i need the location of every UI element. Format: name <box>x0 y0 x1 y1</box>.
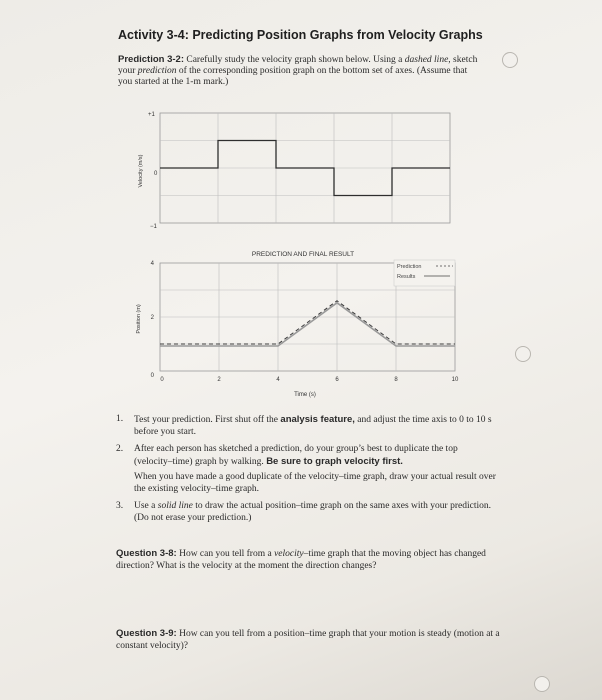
step-italic-part: solid line <box>157 501 193 511</box>
step-text <box>134 414 496 438</box>
step-text-part: Use a <box>134 501 156 511</box>
question-text: –time graph that the moving object has changed direction? What is the velocity at the moment the direction changes? <box>116 549 486 571</box>
question-text: How can you tell from a <box>179 549 272 559</box>
velocity-axis-label: Velocity (m/s) <box>138 154 144 188</box>
position-tick-label: 0 <box>150 373 154 379</box>
prediction-series-line <box>160 301 455 344</box>
results-series-line <box>160 303 455 346</box>
legend-results-label: Results <box>397 274 416 280</box>
time-tick-label: 0 <box>160 377 164 383</box>
position-graph <box>110 243 470 403</box>
step-3 <box>116 501 496 524</box>
step-number: 2. <box>116 444 124 454</box>
velocity-graph <box>110 105 470 235</box>
time-tick-label: 10 <box>451 377 459 383</box>
step-text-part: to draw the actual position–time graph on the same axes with your prediction. (Do not erase your prediction.) <box>134 501 491 523</box>
velocity-series-line <box>160 141 450 196</box>
time-tick-label: 8 <box>394 377 398 383</box>
position-tick-label: 4 <box>150 261 154 267</box>
step-text-part: and adjust the time axis to 0 to 10 s before you start. <box>134 415 492 437</box>
binder-hole <box>534 676 550 692</box>
position-axis-label: Position (m) <box>136 304 142 334</box>
step-2 <box>116 444 496 495</box>
question-3-9 <box>116 628 500 652</box>
dashed-line-phrase: dashed line <box>404 55 449 65</box>
step-bold-part: analysis feature, <box>280 414 355 425</box>
step-text <box>134 501 496 524</box>
time-tick-label: 6 <box>335 377 339 383</box>
step-bold-part: Be sure to graph velocity first. <box>266 455 403 467</box>
legend-prediction-label: Prediction <box>397 264 422 270</box>
time-tick-label: 4 <box>276 377 280 383</box>
position-tick-label: 2 <box>150 315 154 321</box>
activity-title: Activity 3-4: Predicting Position Graphs from Velocity Graphs <box>118 28 483 42</box>
step-number: 3. <box>116 501 124 511</box>
binder-hole <box>502 52 518 68</box>
binder-hole <box>515 346 531 362</box>
step-1 <box>116 414 496 438</box>
position-graph-title: PREDICTION AND FINAL RESULT <box>251 251 355 258</box>
prediction-word: prediction <box>137 66 177 76</box>
procedure-steps <box>116 414 496 530</box>
step-text-part: When you have made a good duplicate of the velocity–time graph, draw your actual result over the existing velocity–time graph. <box>134 472 496 494</box>
question-label: Question 3-8: <box>116 548 177 559</box>
prediction-text: , sketch your <box>118 55 478 76</box>
step-text <box>134 444 496 495</box>
velocity-tick-label: −1 <box>150 224 157 230</box>
time-tick-label: 2 <box>217 377 221 383</box>
step-number: 1. <box>116 414 124 424</box>
legend <box>394 260 455 286</box>
question-text: How can you tell from a position–time graph that your motion is steady (motion at a constant velocity)? <box>116 629 500 651</box>
prediction-label: Prediction 3-2: <box>118 54 184 65</box>
prediction-text: Carefully study the velocity graph shown below. Using a <box>186 55 403 65</box>
prediction-instructions <box>118 54 478 88</box>
velocity-tick-label: +1 <box>148 112 155 118</box>
step-text-part: Test your prediction. First shut off the <box>134 415 279 425</box>
velocity-tick-label: 0 <box>154 171 158 177</box>
question-italic: velocity <box>274 549 304 559</box>
question-label: Question 3-9: <box>116 628 177 639</box>
time-axis-label: Time (s) <box>294 392 316 398</box>
prediction-text: of the corresponding position graph on the bottom set of axes. (Assume that you started at the 1-m mark.) <box>118 66 468 87</box>
step-text-part: After each person has sketched a prediction, do your group’s best to duplicate the top (velocity–time) graph by walking. <box>134 444 458 467</box>
question-3-8 <box>116 548 500 572</box>
